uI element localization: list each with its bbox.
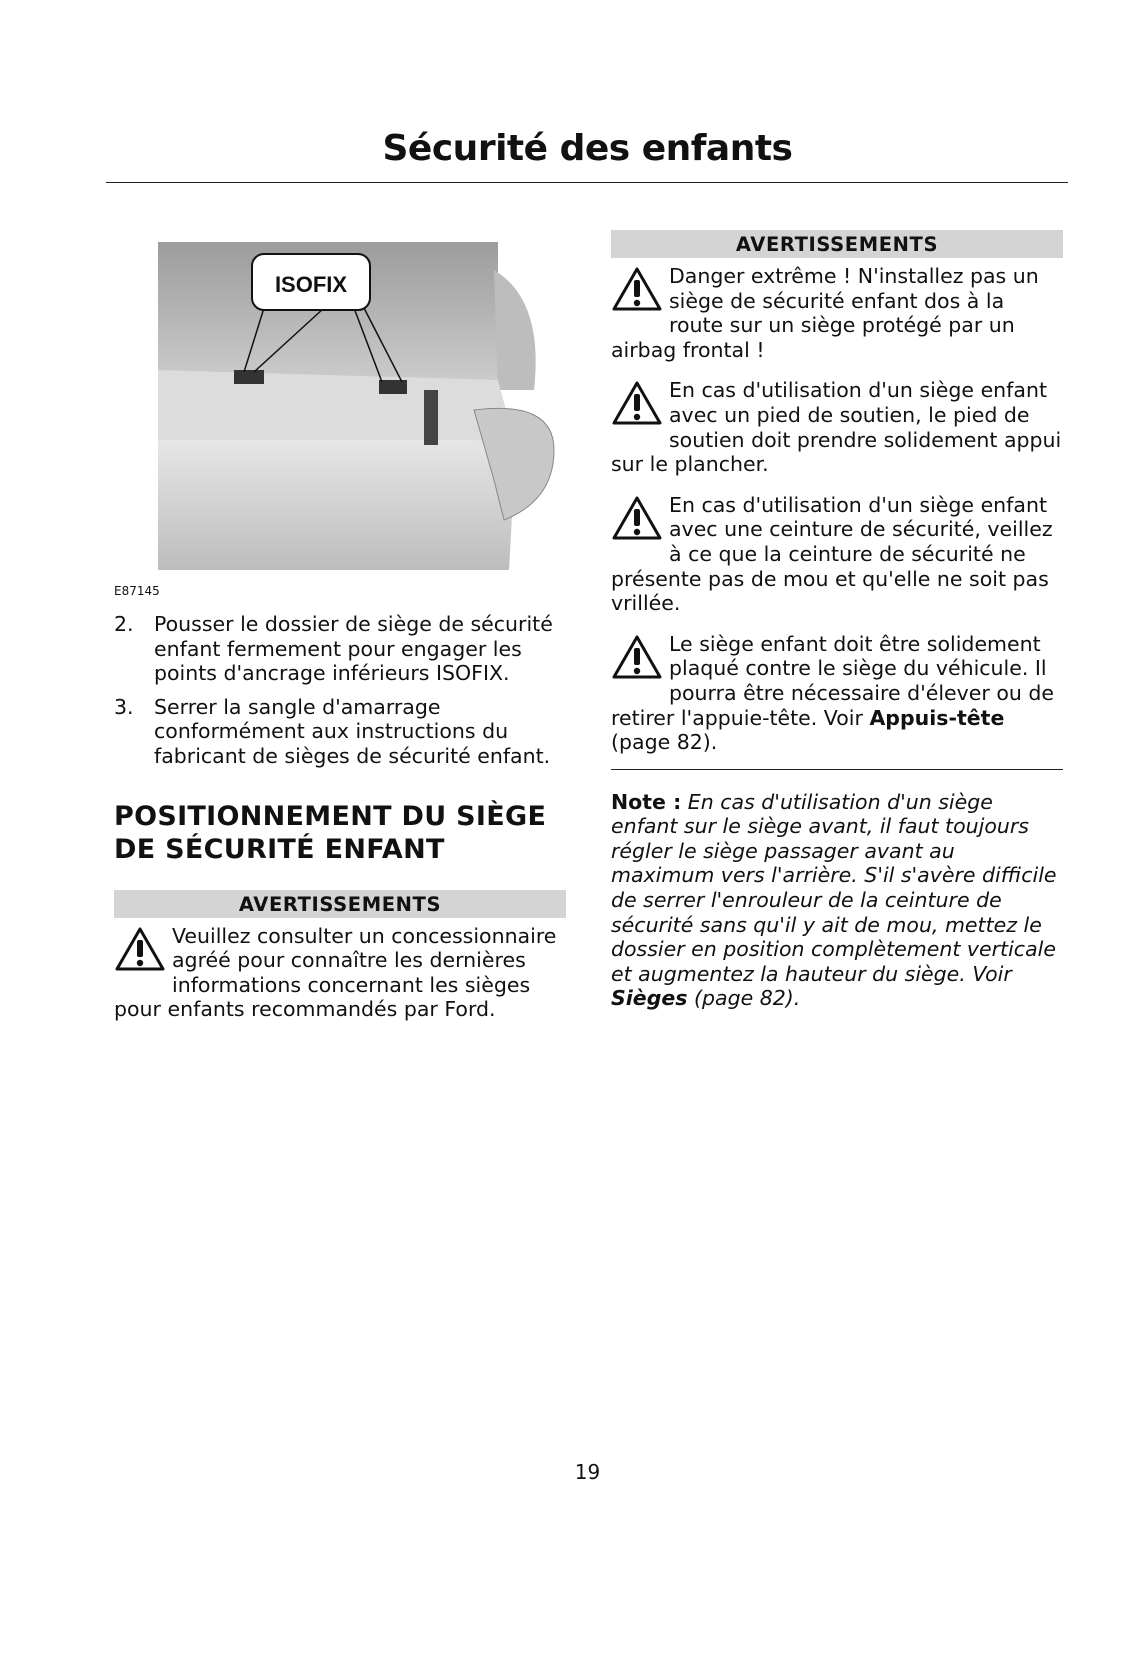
note-block xyxy=(611,790,1063,1011)
steps-list xyxy=(114,612,566,769)
step-number: 2. xyxy=(114,612,134,636)
isofix-seat-drawing xyxy=(114,240,584,600)
cross-reference-link[interactable]: Sièges xyxy=(611,986,688,1011)
isofix-illustration xyxy=(114,240,584,600)
warning-text: Veuillez consulter un concessionnaire agréé pour connaître les dernières informations concernant les sièges pour enfants recommandés par Ford. xyxy=(114,923,557,1022)
warning-text: En cas d'utilisation d'un siège enfant avec une ceinture de sécurité, veillez à ce que la ceinture de sécurité ne présente pas de mou et qu'elle ne soit pas vrillée. xyxy=(611,492,1053,616)
warning-block xyxy=(611,493,1063,616)
warning-text: Le siège enfant doit être solidement plaqué contre le siège du véhicule. Il pourra être nécessaire d'élever ou de retirer l'appuie-tête. Voir xyxy=(611,631,1055,730)
figure-code: E87145 xyxy=(114,584,160,598)
page-number: 19 xyxy=(574,1460,601,1484)
warning-text: En cas d'utilisation d'un siège enfant avec un pied de soutien, le pied de soutien doit prendre solidement appui sur le plancher. xyxy=(611,378,1062,477)
step-text: Serrer la sangle d'amarrage conformément aux instructions du fabricant de sièges de sécurité enfant. xyxy=(154,694,551,768)
warning-triangle-icon xyxy=(611,495,669,545)
note-text: En cas d'utilisation d'un siège enfant sur le siège avant, il faut toujours régler le siège passager avant au maximum vers l'arrière. S'il s'avère difficile de serrer l'enrouleur de la ceinture de sécurité sans qu'il y ait de mou, mettez le dossier en position complètement verticale et augmentez la hauteur du siège. Voir xyxy=(611,789,1057,986)
warning-block xyxy=(611,264,1063,362)
step-text: Pousser le dossier de siège de sécurité enfant fermement pour engager les points d'ancrage inférieurs ISOFIX. xyxy=(154,612,553,686)
warning-triangle-icon xyxy=(611,380,669,430)
warning-block xyxy=(611,632,1063,755)
warnings-banner: AVERTISSEMENTS xyxy=(114,890,566,918)
warning-triangle-icon xyxy=(114,926,172,976)
note-label: Note : xyxy=(611,789,682,814)
warning-triangle-icon xyxy=(611,266,669,316)
warnings-banner: AVERTISSEMENTS xyxy=(611,230,1063,258)
warning-block xyxy=(611,378,1063,476)
isofix-callout: ISOFIX xyxy=(274,272,348,297)
page-reference: (page 82). xyxy=(611,730,718,755)
page-title: Sécurité des enfants xyxy=(382,128,793,169)
list-item xyxy=(114,612,566,686)
warning-text: Danger extrême ! N'installez pas un siège de sécurité enfant dos à la route sur un siège protégé par un airbag frontal ! xyxy=(611,264,1039,362)
section-divider xyxy=(611,769,1063,770)
warning-block xyxy=(114,924,566,1022)
section-heading: POSITIONNEMENT DU SIÈGE DE SÉCURITÉ ENFANT xyxy=(114,800,547,865)
list-item xyxy=(114,695,566,769)
warning-triangle-icon xyxy=(611,634,669,684)
page-reference: (page 82). xyxy=(687,986,801,1011)
cross-reference-link[interactable]: Appuis-tête xyxy=(869,705,1005,730)
left-column xyxy=(114,612,566,1022)
title-divider xyxy=(106,182,1068,183)
step-number: 3. xyxy=(114,694,134,719)
right-column xyxy=(611,230,1063,1011)
